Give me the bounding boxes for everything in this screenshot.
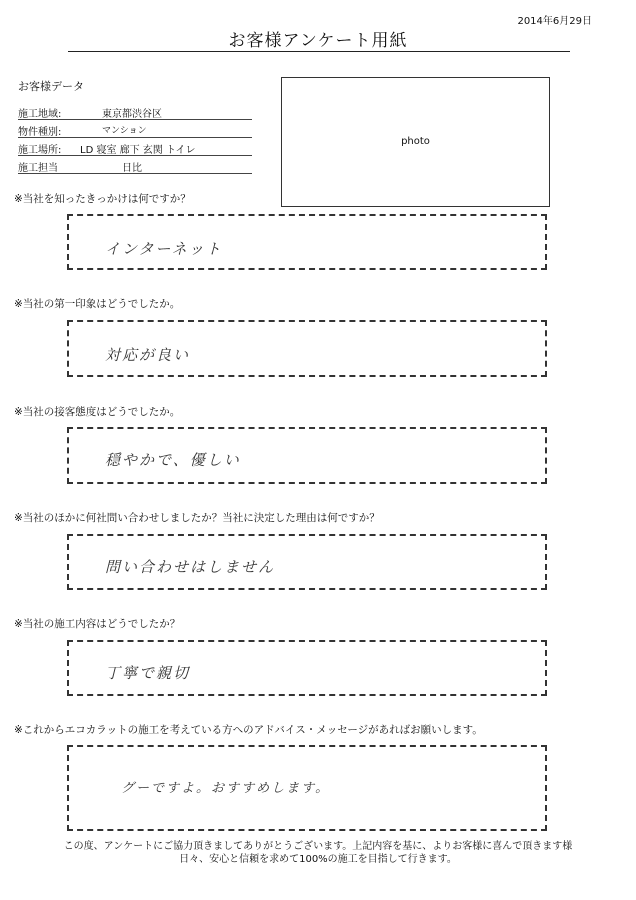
- footer-line-1: この度、アンケートにご協力頂きましてありがとうございます。上記内容を基に、よりお客様に喜んで頂きます様: [63, 841, 573, 852]
- staff-value: 日比: [122, 163, 142, 174]
- answer-3: 穏やかで、優しい: [105, 451, 241, 469]
- question-5: ※当社の施工内容はどうでしたか？: [14, 618, 181, 630]
- answer-box-2: [67, 320, 547, 377]
- title-underline: [68, 51, 570, 52]
- area-label: 施工地域:: [18, 109, 62, 120]
- staff-label: 施工担当: [18, 163, 58, 174]
- question-2: ※当社の第一印象はどうでしたか。: [14, 298, 181, 310]
- answer-2: 対応が良い: [105, 346, 191, 364]
- customer-row-staff: [18, 157, 252, 174]
- question-3: ※当社の接客態度はどうでしたか。: [14, 406, 181, 418]
- customer-data-heading: お客様データ: [18, 80, 84, 93]
- answer-box-5: [67, 640, 547, 696]
- page-title: お客様アンケート用紙: [228, 31, 408, 51]
- answer-box-4: [67, 534, 547, 590]
- answer-4: 問い合わせはしません: [105, 558, 276, 576]
- answer-box-6: [67, 745, 547, 831]
- photo-placeholder: [281, 77, 550, 207]
- answer-1: インターネット: [105, 240, 223, 258]
- customer-row-area: [18, 103, 252, 120]
- property-type-label: 物件種別:: [18, 127, 62, 138]
- survey-date: 2014年6月29日: [517, 16, 592, 27]
- answer-6: グーですよ。おすすめします。: [121, 781, 331, 796]
- location-value: LD 寝室 廊下 玄関 トイレ: [80, 145, 196, 156]
- answer-box-1: [67, 214, 547, 270]
- answer-5: 丁寧で親切: [105, 664, 191, 682]
- footer-line-2: 日々、安心と信頼を求めて100%の施工を目指して行きます。: [179, 854, 457, 865]
- area-value: 東京都渋谷区: [102, 109, 162, 120]
- question-1: ※当社を知ったきっかけは何ですか？: [14, 193, 191, 205]
- location-label: 施工場所:: [18, 145, 62, 156]
- customer-row-location: [18, 139, 252, 156]
- question-6: ※これからエコカラットの施工を考えている方へのアドバイス・メッセージがあればお願いします。: [14, 724, 483, 736]
- question-4: ※当社のほかに何社問い合わせしましたか？当社に決定した理由は何ですか？: [14, 512, 380, 524]
- property-type-value: マンション: [102, 126, 147, 136]
- photo-label: photo: [401, 136, 430, 147]
- customer-row-property-type: [18, 121, 252, 138]
- answer-box-3: [67, 427, 547, 484]
